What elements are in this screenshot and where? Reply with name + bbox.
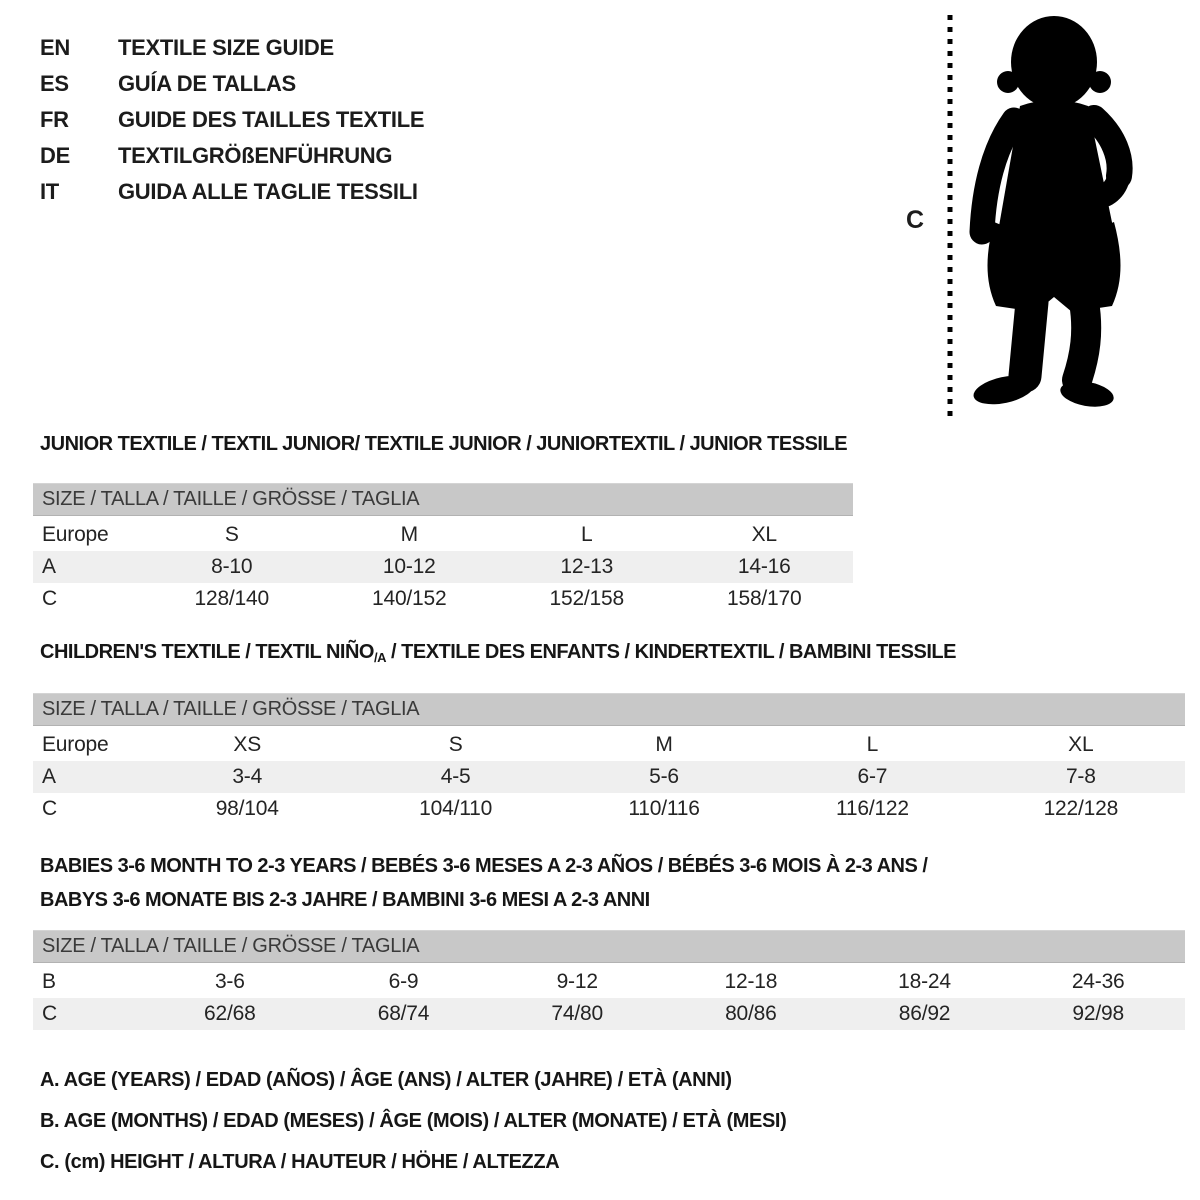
children-heading-prefix: CHILDREN'S TEXTILE / TEXTIL NIÑO <box>40 641 374 663</box>
table-row-height <box>33 583 853 615</box>
size-cell: 3-6 <box>214 970 245 993</box>
row-label: Europe <box>42 733 109 756</box>
language-title: TEXTILGRÖßENFÜHRUNG <box>118 143 393 168</box>
language-row-es <box>40 66 424 102</box>
size-cell: 24-36 <box>1071 970 1125 993</box>
row-label: Europe <box>42 523 109 546</box>
measurement-legend <box>40 1060 786 1183</box>
size-cell: 152/158 <box>549 587 624 610</box>
size-cell: S <box>448 733 463 756</box>
size-cell: 8-10 <box>211 555 253 578</box>
toddler-silhouette <box>971 16 1121 411</box>
size-cell: 9-12 <box>556 970 598 993</box>
size-cell: 110/116 <box>628 797 700 820</box>
size-cell: M <box>400 523 418 546</box>
row-label: C <box>42 587 57 610</box>
size-cell: 122/128 <box>1043 797 1119 820</box>
children-size-table <box>33 693 1185 825</box>
table-row-europe <box>33 519 853 551</box>
language-code: FR <box>40 107 69 132</box>
language-code: EN <box>40 35 70 60</box>
language-row-en <box>40 30 424 66</box>
row-label: C <box>42 1002 57 1025</box>
legend-line-a: A. AGE (YEARS) / EDAD (AÑOS) / ÂGE (ANS) / ALTER (JAHRE) / ETÀ (ANNI) <box>40 1069 732 1091</box>
size-cell: 128/140 <box>194 587 269 610</box>
size-cell: 12-18 <box>724 970 778 993</box>
size-cell: 4-5 <box>440 765 471 788</box>
language-title: GUIDE DES TAILLES TEXTILE <box>118 107 425 132</box>
size-cell: 12-13 <box>560 555 614 578</box>
size-cell: 62/68 <box>204 1002 256 1025</box>
table-row-height <box>33 998 1185 1030</box>
size-cell: XL <box>751 523 777 546</box>
language-row-de <box>40 138 424 174</box>
size-cell: 104/110 <box>419 797 493 820</box>
row-label: C <box>42 797 57 820</box>
row-label: B <box>42 970 56 993</box>
size-cell: 6-7 <box>857 765 888 788</box>
size-cell: 14-16 <box>737 555 791 578</box>
language-code: ES <box>40 71 69 96</box>
junior-section-heading: JUNIOR TEXTILE / TEXTIL JUNIOR/ TEXTILE JUNIOR / JUNIORTEXTIL / JUNIOR TESSILE <box>40 433 848 455</box>
language-title: GUÍA DE TALLAS <box>118 71 296 96</box>
size-bar: SIZE / TALLA / TAILLE / GRÖSSE / TAGLIA <box>33 483 853 516</box>
size-cell: 74/80 <box>551 1002 603 1025</box>
language-title-list <box>40 30 424 210</box>
table-row-height <box>33 793 1185 825</box>
size-cell: 158/170 <box>726 587 802 610</box>
toddler-silhouette-icon <box>890 0 1200 430</box>
children-heading-subscript: /A <box>373 650 386 665</box>
size-bar: SIZE / TALLA / TAILLE / GRÖSSE / TAGLIA <box>33 693 1185 726</box>
children-heading-suffix: / TEXTILE DES ENFANTS / KINDERTEXTIL / BAMBINI TESSILE <box>385 641 956 663</box>
size-cell: 6-9 <box>388 970 419 993</box>
junior-size-table <box>33 483 853 615</box>
size-cell: 98/104 <box>215 797 279 820</box>
size-cell: M <box>655 733 673 756</box>
size-cell: 116/122 <box>835 797 909 820</box>
size-cell: XS <box>233 733 262 756</box>
size-cell: 3-4 <box>232 765 263 788</box>
size-cell: XL <box>1068 733 1094 756</box>
legend-line-c: C. (cm) HEIGHT / ALTURA / HAUTEUR / HÖHE / ALTEZZA <box>40 1151 560 1173</box>
legend-line-b: B. AGE (MONTHS) / EDAD (MESES) / ÂGE (MOIS) / ALTER (MONATE) / ETÀ (MESI) <box>40 1110 787 1132</box>
babies-size-table <box>33 930 1185 1030</box>
size-bar: SIZE / TALLA / TAILLE / GRÖSSE / TAGLIA <box>33 930 1185 963</box>
language-code: DE <box>40 143 70 168</box>
table-row-europe <box>33 729 1185 761</box>
height-measure-figure <box>890 0 1200 430</box>
language-row-fr <box>40 102 424 138</box>
language-title: GUIDA ALLE TAGLIE TESSILI <box>118 179 418 204</box>
table-row-age <box>33 551 853 583</box>
language-code: IT <box>40 179 59 204</box>
size-cell: 86/92 <box>898 1002 951 1025</box>
size-cell: S <box>224 523 239 546</box>
row-label: A <box>42 555 56 578</box>
table-row-months <box>33 966 1185 998</box>
babies-heading-line1: BABIES 3-6 MONTH TO 2-3 YEARS / BEBÉS 3-6 MESES A 2-3 AÑOS / BÉBÉS 3-6 MOIS À 2-3 ANS / <box>40 855 928 877</box>
row-label: A <box>42 765 56 788</box>
size-cell: 68/74 <box>377 1002 430 1025</box>
babies-heading-line2: BABYS 3-6 MONATE BIS 2-3 JAHRE / BAMBINI 3-6 MESI A 2-3 ANNI <box>40 889 650 911</box>
size-cell: L <box>581 523 593 546</box>
size-cell: 10-12 <box>382 555 436 578</box>
children-section-heading <box>40 641 956 665</box>
table-row-age <box>33 761 1185 793</box>
height-measure-label: C <box>906 206 925 234</box>
size-cell: 140/152 <box>371 587 447 610</box>
size-cell: 7-8 <box>1065 765 1096 788</box>
size-cell: 5-6 <box>649 765 679 788</box>
size-cell: 80/86 <box>725 1002 777 1025</box>
size-cell: L <box>866 733 879 756</box>
size-cell: 92/98 <box>1072 1002 1124 1025</box>
size-cell: 18-24 <box>898 970 951 993</box>
language-row-it <box>40 174 424 210</box>
babies-section-heading <box>40 849 927 917</box>
language-title: TEXTILE SIZE GUIDE <box>118 35 334 60</box>
